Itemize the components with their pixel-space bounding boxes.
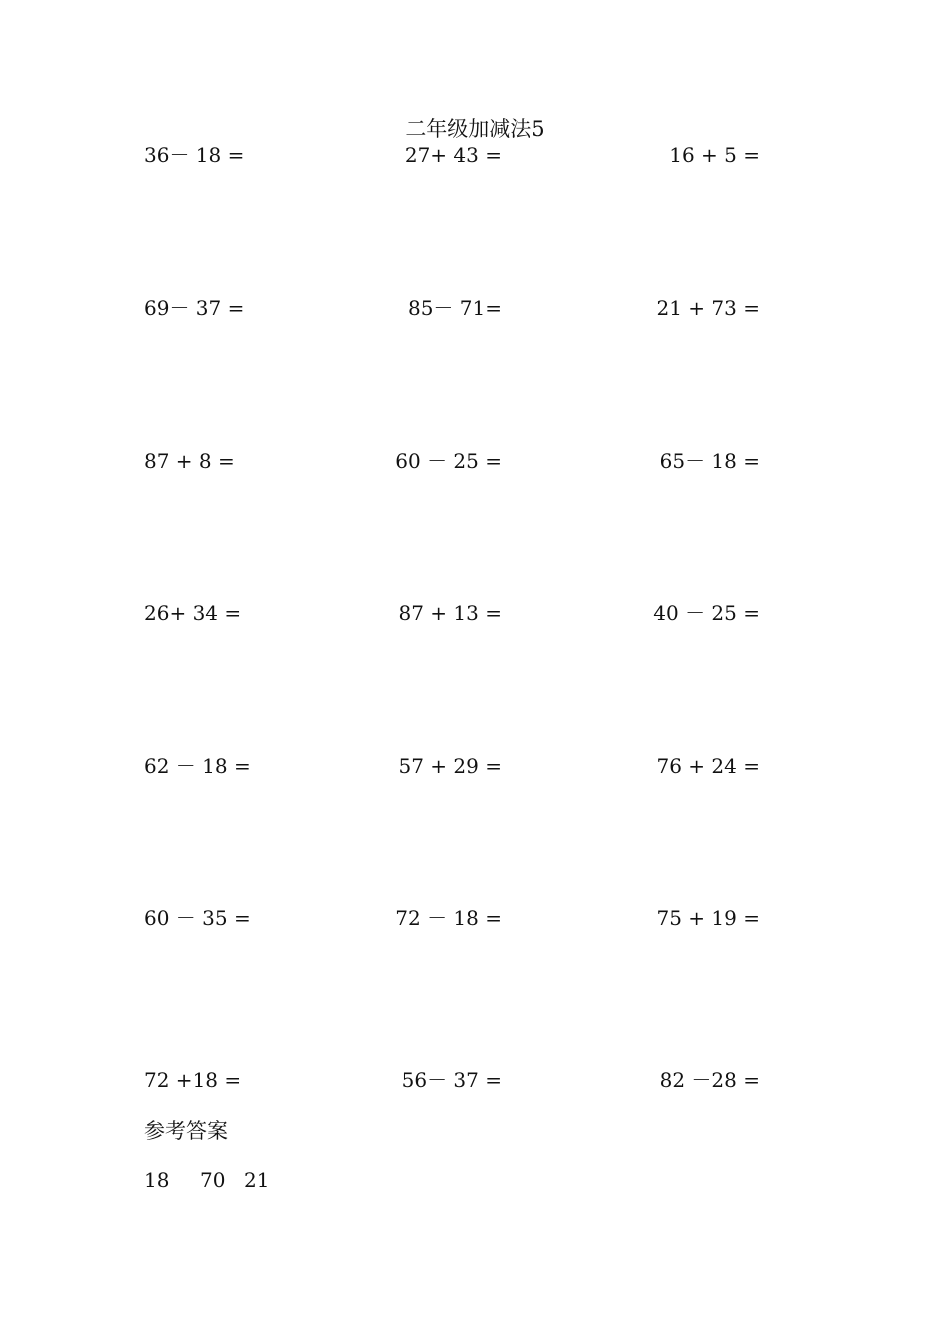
answers-heading: 参考答案 — [144, 1119, 228, 1143]
problem-r7-c3: 82 －28 = — [659, 1068, 760, 1092]
problem-r7-c1: 72 +18 = — [144, 1068, 242, 1092]
answer-item: 70 — [200, 1168, 226, 1192]
problem-r2-c1: 69－ 37 = — [144, 296, 245, 320]
problem-r6-c3: 75 + 19 = — [656, 906, 760, 930]
problem-r3-c2: 60 － 25 = — [395, 449, 502, 473]
answer-item: 21 — [244, 1168, 270, 1192]
problem-r6-c1: 60 － 35 = — [144, 906, 251, 930]
problem-r6-c2: 72 － 18 = — [395, 906, 502, 930]
problem-r1-c3: 16 + 5 = — [669, 143, 760, 167]
problem-r3-c1: 87 + 8 = — [144, 449, 235, 473]
problem-r7-c2: 56－ 37 = — [401, 1068, 502, 1092]
problem-r5-c3: 76 + 24 = — [656, 754, 760, 778]
problem-r5-c2: 57 + 29 = — [398, 754, 502, 778]
problem-r4-c1: 26+ 34 = — [144, 601, 242, 625]
answer-item: 18 — [144, 1168, 170, 1192]
answers-list — [144, 1168, 284, 1192]
problem-r2-c2: 85－ 71= — [407, 296, 502, 320]
problem-r4-c2: 87 + 13 = — [398, 601, 502, 625]
problem-r4-c3: 40 － 25 = — [653, 601, 760, 625]
problem-r1-c1: 36－ 18 = — [144, 143, 245, 167]
problem-r3-c3: 65－ 18 = — [659, 449, 760, 473]
problem-r1-c2: 27+ 43 = — [404, 143, 502, 167]
worksheet-title: 二年级加减法5 — [405, 117, 545, 141]
problem-r5-c1: 62 － 18 = — [144, 754, 251, 778]
problem-r2-c3: 21 + 73 = — [656, 296, 760, 320]
